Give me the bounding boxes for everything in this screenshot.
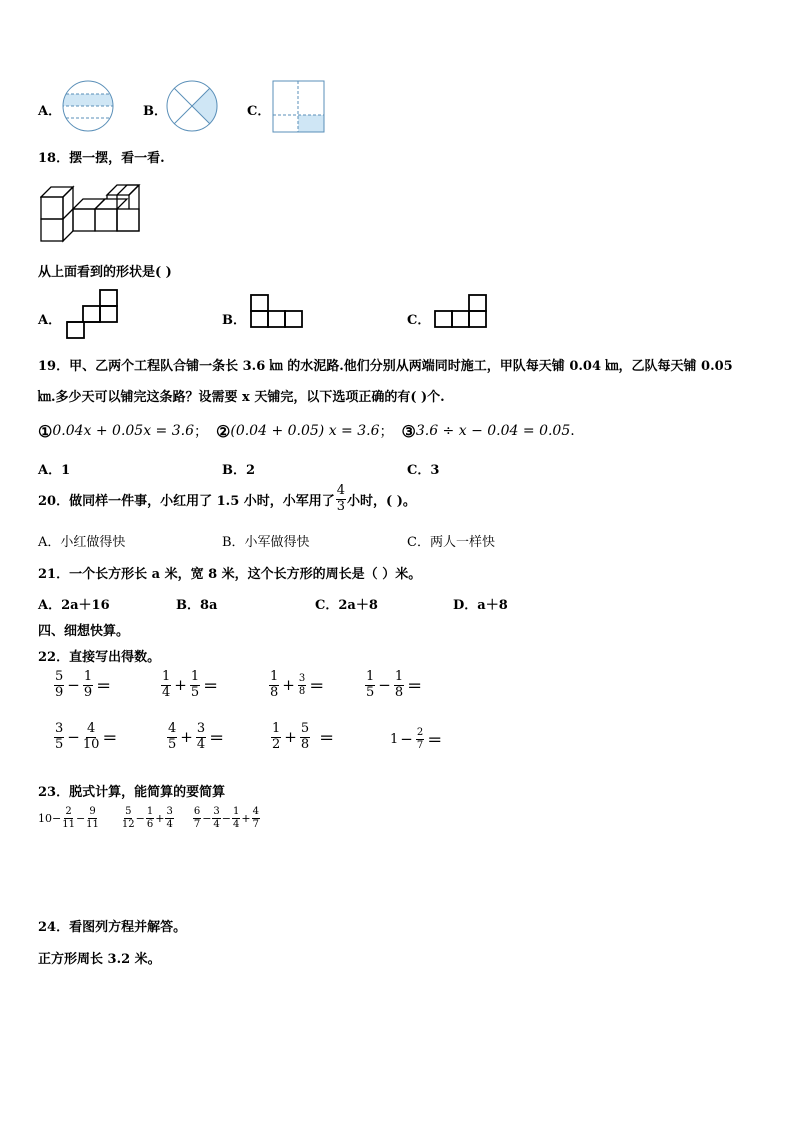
- q18-shape-c: [434, 294, 488, 330]
- q20-frac-num: 4: [336, 483, 346, 498]
- q22-item-5: [53, 722, 119, 753]
- q22-i8-op: −: [400, 730, 413, 748]
- q23-expressions: [38, 806, 261, 830]
- q19-line2: ㎞.多少天可以铺完这条路？设需要 x 天铺完，以下选项正确的有( )个.: [38, 390, 445, 405]
- q21-question: 21．一个长方形长 a 米，宽 8 米，这个长方形的周长是（ ）米。: [38, 567, 422, 582]
- q23-e2-op1: −: [135, 811, 145, 825]
- q22-i7-eq: ＝: [319, 728, 335, 747]
- q22-i7-op: +: [284, 728, 297, 747]
- q22-i6-a-num: 4: [168, 721, 177, 736]
- q23-e3-op1: −: [202, 811, 212, 825]
- q20-option-a: A．小红做得快: [38, 535, 126, 550]
- q23-title: 23．脱式计算，能简算的要简算: [38, 785, 226, 800]
- q22-i3-op: +: [282, 676, 295, 695]
- q22-i4-b-num: 1: [394, 669, 404, 684]
- q22-item-1: [53, 670, 113, 701]
- q22-i2-b-num: 1: [190, 669, 200, 684]
- q21-option-a: A．2a＋16: [38, 598, 110, 613]
- q22-i8-one: 1: [390, 731, 399, 747]
- q22-i7-b-den: 8: [300, 736, 310, 752]
- q23-e1-op2: −: [75, 811, 86, 825]
- q23-e2-f3-den: 4: [166, 818, 173, 830]
- q22-i2-a-den: 4: [162, 684, 171, 700]
- q23-e1-f2-den: 11: [86, 818, 99, 830]
- q22-item-3: [268, 670, 326, 701]
- q23-e3-f2-num: 3: [213, 806, 220, 817]
- q22-i2-eq: ＝: [203, 676, 219, 695]
- q22-i7-a-num: 1: [272, 721, 281, 736]
- q18-shape-b: [250, 294, 304, 330]
- q22-i6-b-num: 3: [196, 721, 206, 736]
- q22-i4-b-den: 8: [394, 684, 404, 700]
- q22-item-2: [160, 670, 220, 701]
- q17-option-a: A．: [38, 104, 62, 119]
- q19-eq3-mark: ③: [401, 421, 416, 441]
- q22-i3-eq: ＝: [309, 676, 325, 695]
- q22-item-6: [166, 722, 226, 753]
- q18-cube-figure: [40, 182, 142, 244]
- q22-i2-op: +: [174, 676, 187, 695]
- q22-i5-a-den: 5: [55, 736, 64, 752]
- q20-text-before: 20．做同样一件事，小红用了 1.5 小时，小军用了: [38, 493, 335, 509]
- q17-option-c: C．: [247, 104, 271, 119]
- q22-i1-b-den: 9: [83, 684, 93, 700]
- q19-line1: 19．甲、乙两个工程队合铺一条长 3.6 ㎞ 的水泥路.他们分别从两端同时施工，甲队每天铺 0.04 ㎞，乙队每天铺 0.05: [38, 359, 733, 374]
- q20-option-b: B．小军做得快: [222, 535, 310, 550]
- q22-i3-a-num: 1: [270, 669, 279, 684]
- q23-e2-f3-num: 3: [166, 806, 173, 817]
- q17-circle-a-figure: [61, 80, 117, 134]
- q18-option-b: B．: [222, 313, 246, 328]
- q22-i5-b-num: 4: [86, 721, 96, 736]
- q24-title: 24．看图列方程并解答。: [38, 920, 187, 935]
- q19-end: .: [570, 423, 575, 439]
- q20-question: [38, 484, 416, 515]
- q22-i4-a-den: 5: [366, 684, 375, 700]
- q22-i6-b-den: 4: [196, 736, 206, 752]
- q22-i5-eq: ＝: [102, 728, 118, 747]
- q20-text-after: 小时，( )。: [347, 493, 416, 509]
- q22-i3-a-den: 8: [270, 684, 279, 700]
- q22-item-7: [270, 722, 336, 753]
- q23-e3-f1-den: 7: [193, 818, 201, 830]
- q23-e1-f1-den: 11: [62, 818, 75, 830]
- q19-equations: [38, 421, 575, 441]
- q22-i6-a-den: 5: [168, 736, 177, 752]
- q17-circle-b-figure: [165, 80, 221, 134]
- q23-e1-f1-num: 2: [65, 806, 72, 817]
- q22-i1-op: −: [67, 676, 80, 695]
- q23-e3-op3: +: [241, 811, 251, 825]
- q19-option-a: A．1: [38, 463, 71, 478]
- section-four-title: 四、细想快算。: [38, 624, 130, 639]
- q19-eq2-mark: ②: [216, 421, 231, 441]
- q22-item-8: [390, 727, 444, 751]
- q21-option-d: D．a＋8: [453, 598, 508, 613]
- q22-i6-op: +: [180, 728, 193, 747]
- q18-shape-a: [66, 289, 120, 339]
- q22-i2-a-num: 1: [162, 669, 171, 684]
- q23-e2-f2-den: 6: [146, 818, 154, 830]
- q23-e2-f1-num: 5: [125, 806, 132, 817]
- q22-i8-b-num: 2: [416, 727, 424, 738]
- q22-i3-b-den: 8: [298, 685, 306, 697]
- q22-i5-b-den: 10: [82, 736, 100, 752]
- q19-sep2: ；: [379, 424, 394, 440]
- q19-eq2: (0.04 + 0.05) x = 3.6: [230, 423, 380, 439]
- q23-e3-f1-num: 6: [193, 806, 201, 817]
- q21-option-c: C．2a＋8: [315, 598, 378, 613]
- q22-i1-b-num: 1: [83, 669, 93, 684]
- q19-eq1-mark: ①: [38, 421, 53, 441]
- q22-i8-b-den: 7: [416, 739, 424, 751]
- q24-text: 正方形周长 3.2 米。: [38, 952, 161, 967]
- q23-e3-f3-num: 1: [233, 806, 240, 817]
- q23-e1-lead: 10: [38, 811, 52, 825]
- q22-i8-eq: ＝: [427, 730, 443, 749]
- q23-e3-f2-den: 4: [213, 818, 220, 830]
- q22-i5-a-num: 3: [55, 721, 64, 736]
- q22-i4-op: −: [378, 676, 391, 695]
- q22-i5-op: −: [67, 728, 80, 747]
- q21-option-b: B．8a: [176, 598, 218, 613]
- q18-option-c: C．: [407, 313, 431, 328]
- q22-i7-b-num: 5: [300, 721, 310, 736]
- q20-frac-den: 3: [336, 498, 346, 514]
- q22-i6-eq: ＝: [209, 728, 225, 747]
- q22-i2-b-den: 5: [190, 684, 200, 700]
- q22-i1-eq: ＝: [96, 676, 112, 695]
- q22-i4-eq: ＝: [407, 676, 423, 695]
- q22-i7-a-den: 2: [272, 736, 281, 752]
- q19-option-b: B．2: [222, 463, 256, 478]
- q23-e3-f4-den: 7: [252, 818, 259, 830]
- q23-e3-f3-den: 4: [233, 818, 240, 830]
- q19-eq3: 3.6 ÷ x − 0.04 = 0.05: [415, 423, 571, 439]
- q23-e2-f1-den: 12: [121, 818, 135, 830]
- q22-i4-a-num: 1: [366, 669, 375, 684]
- q18-title: 18．摆一摆，看一看.: [38, 151, 165, 166]
- q18-question: 从上面看到的形状是( ): [38, 265, 172, 280]
- q23-e3-op2: −: [221, 811, 232, 825]
- q22-i3-b-num: 3: [298, 673, 306, 685]
- q17-option-b: B．: [143, 104, 167, 119]
- q23-e1-op1: −: [52, 811, 62, 825]
- q23-e2-f2-num: 1: [146, 806, 154, 817]
- q19-eq1: 0.04x + 0.05x = 3.6: [52, 423, 195, 439]
- q23-e2-op2: +: [155, 811, 165, 825]
- q19-sep1: ；: [194, 424, 209, 440]
- q22-i1-a-num: 5: [55, 669, 64, 684]
- q23-e3-f4-num: 4: [252, 806, 259, 817]
- q22-item-4: [364, 670, 424, 701]
- q22-title: 22．直接写出得数。: [38, 650, 161, 665]
- q18-option-a: A．: [38, 313, 62, 328]
- q22-i1-a-den: 9: [55, 684, 64, 700]
- q20-option-c: C．两人一样快: [407, 535, 495, 550]
- q23-e1-f2-num: 9: [89, 806, 96, 817]
- q20-fraction: [336, 484, 346, 515]
- q17-square-c-figure: [272, 80, 326, 134]
- q19-option-c: C．3: [407, 463, 440, 478]
